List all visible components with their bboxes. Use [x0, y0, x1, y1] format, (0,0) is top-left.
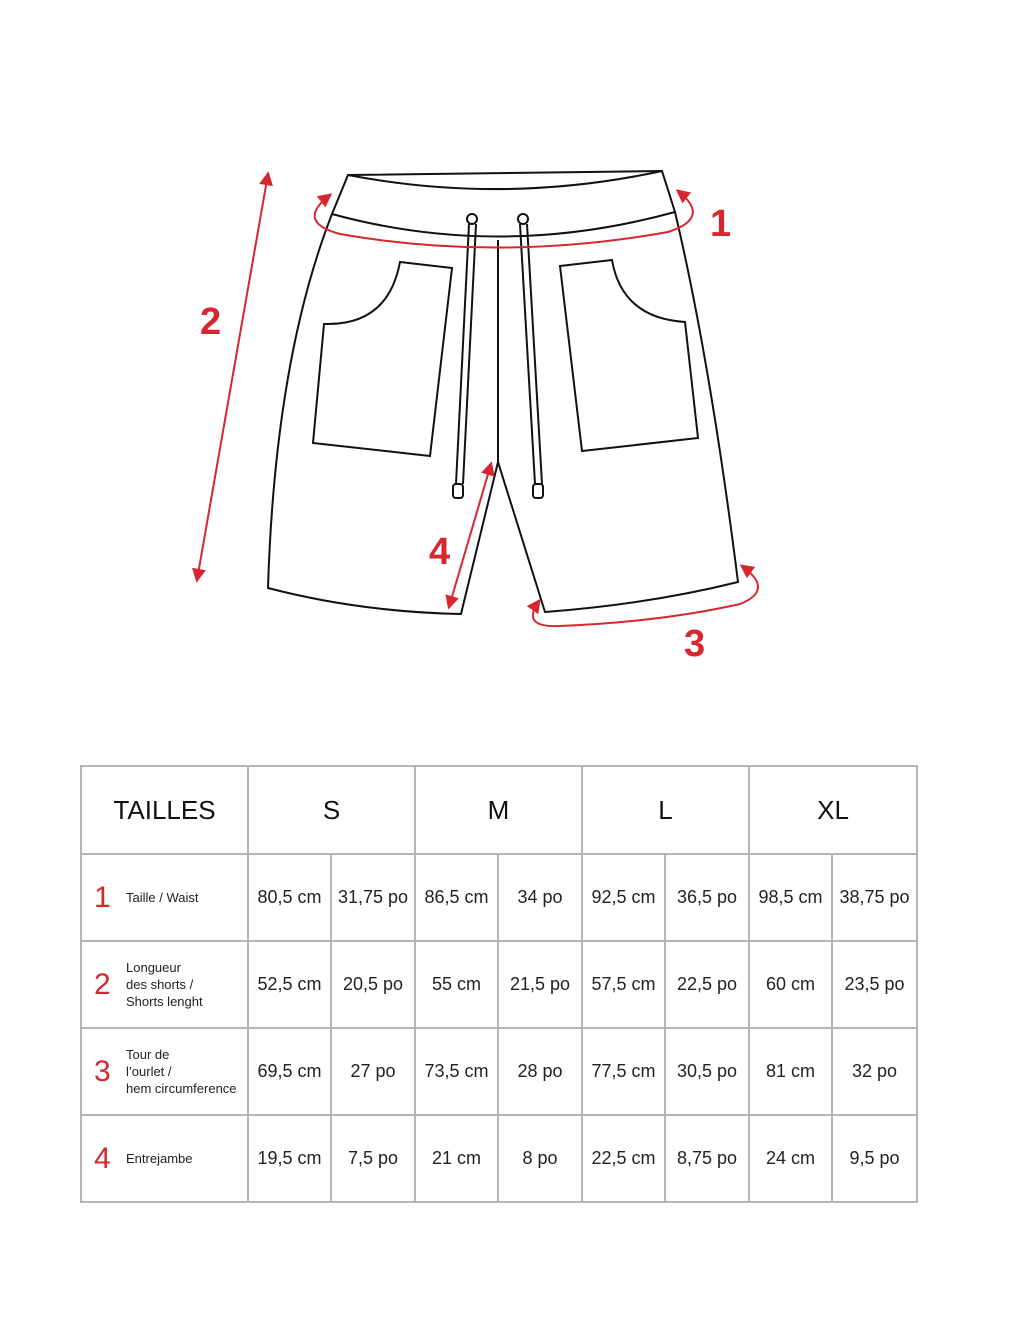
- table-cell: 60 cm: [749, 941, 832, 1028]
- tailles-header: TAILLES: [81, 766, 248, 854]
- table-cell: 86,5 cm: [415, 854, 498, 941]
- table-cell: 98,5 cm: [749, 854, 832, 941]
- shorts-body: [268, 212, 738, 614]
- row-number: 2: [94, 967, 111, 1001]
- table-cell: 27 po: [331, 1028, 415, 1115]
- table-cell: 36,5 po: [665, 854, 749, 941]
- inseam-arrow: [449, 464, 491, 607]
- row-label-text: Tour de l’ourlet / hem circumference: [126, 1047, 237, 1096]
- table-cell: 28 po: [498, 1028, 582, 1115]
- label-1: 1: [710, 203, 732, 245]
- table-cell: 73,5 cm: [415, 1028, 498, 1115]
- table-cell: 55 cm: [415, 941, 498, 1028]
- table-cell: 80,5 cm: [248, 854, 331, 941]
- table-cell: 31,75 po: [331, 854, 415, 941]
- label-4: 4: [429, 531, 451, 573]
- table-cell: 24 cm: [749, 1115, 832, 1202]
- waist-arrow: [315, 191, 693, 248]
- table-cell: 8,75 po: [665, 1115, 749, 1202]
- table-cell: 77,5 cm: [582, 1028, 665, 1115]
- table-row-inseam: [81, 1115, 917, 1202]
- row-number: 1: [94, 880, 111, 914]
- table-cell: 34 po: [498, 854, 582, 941]
- table-cell: 22,5 cm: [582, 1115, 665, 1202]
- row-label: [81, 1115, 248, 1202]
- table-cell: 32 po: [832, 1028, 917, 1115]
- table-cell: 8 po: [498, 1115, 582, 1202]
- table-cell: 20,5 po: [331, 941, 415, 1028]
- table-cell: 23,5 po: [832, 941, 917, 1028]
- table-cell: 57,5 cm: [582, 941, 665, 1028]
- table-cell: 52,5 cm: [248, 941, 331, 1028]
- table-cell: 7,5 po: [331, 1115, 415, 1202]
- table-cell: 22,5 po: [665, 941, 749, 1028]
- row-label-text: Taille / Waist: [126, 890, 199, 905]
- table-cell: 21 cm: [415, 1115, 498, 1202]
- size-m-header: M: [415, 766, 582, 854]
- row-label: [81, 941, 248, 1028]
- label-3: 3: [684, 623, 706, 665]
- row-number: 4: [94, 1141, 111, 1175]
- size-s-header: S: [248, 766, 415, 854]
- table-row-length: [81, 941, 917, 1028]
- size-l-header: L: [582, 766, 749, 854]
- left-pocket: [313, 262, 452, 456]
- row-label: [81, 854, 248, 941]
- table-cell: 30,5 po: [665, 1028, 749, 1115]
- table-row-hem: [81, 1028, 917, 1115]
- table-cell: 19,5 cm: [248, 1115, 331, 1202]
- table-header-row: [81, 766, 917, 854]
- table-cell: 21,5 po: [498, 941, 582, 1028]
- measurement-arrows: [197, 174, 758, 626]
- shorts-outline: [268, 171, 738, 614]
- table-cell: 81 cm: [749, 1028, 832, 1115]
- size-xl-header: XL: [749, 766, 917, 854]
- table-cell: 92,5 cm: [582, 854, 665, 941]
- row-number: 3: [94, 1054, 111, 1088]
- table-row-waist: [81, 854, 917, 941]
- right-pocket: [560, 260, 698, 451]
- table-cell: 38,75 po: [832, 854, 917, 941]
- label-2: 2: [200, 301, 222, 343]
- table-cell: 9,5 po: [832, 1115, 917, 1202]
- row-label-text: Entrejambe: [126, 1151, 193, 1166]
- hem-arrow: [533, 566, 758, 626]
- size-table: [80, 765, 918, 1203]
- table-cell: 69,5 cm: [248, 1028, 331, 1115]
- row-label-text: Longueur des shorts / Shorts lenght: [126, 960, 203, 1009]
- row-label: [81, 1028, 248, 1115]
- length-arrow: [197, 174, 268, 580]
